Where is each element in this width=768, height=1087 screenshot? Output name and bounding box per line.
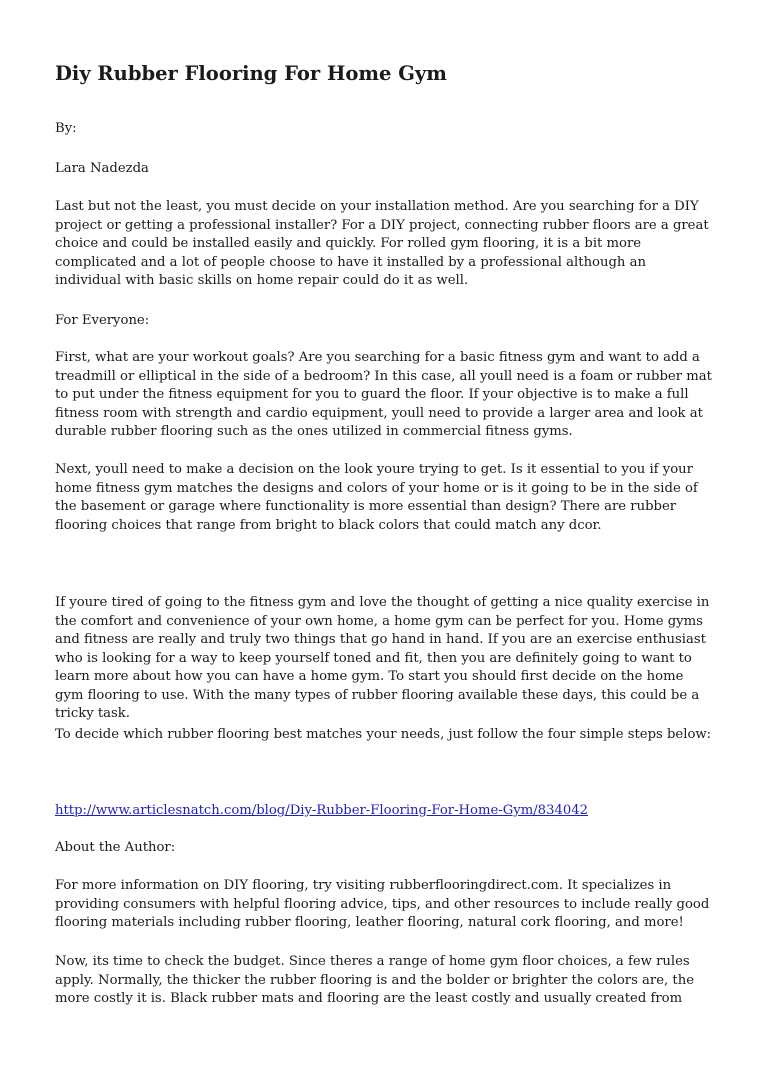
about-author-heading: About the Author: [55, 840, 176, 855]
by-label: By: [55, 121, 77, 136]
paragraph-workout-goals: First, what are your workout goals? Are you searching for a basic fitness gym and want to add a treadmill or elliptical in the side of a bedroom? In this case, all youll need is a foam or rubber mat to put under the fitness equipment for you to guard the floor. If your objective is to make a full fitness room with strength and cardio equipment, youll need to provide a larger area and look at durable rubber flooring such as the ones utilized in commercial fitness gyms. [55, 350, 712, 439]
author-name: Lara Nadezda [55, 161, 149, 176]
paragraph-budget: Now, its time to check the budget. Since theres a range of home gym floor choices, a few rules apply. Normally, the thicker the rubber flooring is and the bolder or brighter the colors are, the more costly it is. Black rubber mats and flooring are the least costly and usually created from [55, 954, 694, 1006]
paragraph-author-info: For more information on DIY flooring, try visiting rubberflooringdirect.com. It specializes in providing consumers with helpful flooring advice, tips, and other resources to include really good flooring materials including rubber flooring, leather flooring, natural cork flooring, and more! [55, 878, 710, 930]
for-everyone-heading: For Everyone: [55, 313, 150, 328]
paragraph-home-gym: If youre tired of going to the fitness gym and love the thought of getting a nice quality exercise in the comfort and convenience of your own home, a home gym can be perfect for you. Home gyms and fitness are really and truly two things that go hand in hand. If you are an exercise enthusiast who is looking for a way to keep yourself toned and fit, then you are definitely going to want to learn more about how you can have a home gym. To start you should first decide on the home gym flooring to use. With the many types of rubber flooring available these days, this could be a tricky task. [55, 595, 710, 721]
paragraph-steps: To decide which rubber flooring best matches your needs, just follow the four simple steps below: [55, 727, 712, 742]
paragraph-look: Next, youll need to make a decision on the look youre trying to get. Is it essential to you if your home fitness gym matches the designs and colors of your home or is it going to be in the side of the basement or garage where functionality is more essential than design? There are rubber flooring choices that range from bright to black colors that could match any dcor. [55, 462, 698, 533]
paragraph-installation: Last but not the least, you must decide on your installation method. Are you searching for a DIY project or getting a professional installer? For a DIY project, connecting rubber floors are a great choice and could be installed easily and quickly. For rolled gym flooring, it is a bit more complicated and a lot of people choose to have it installed by a professional although an individual with basic skills on home repair could do it as well. [55, 199, 709, 288]
source-link-line [55, 802, 715, 821]
document-title: Diy Rubber Flooring For Home Gym [55, 62, 447, 85]
source-link[interactable]: http://www.articlesnatch.com/blog/Diy-Rubber-Flooring-For-Home-Gym/834042 [55, 803, 589, 818]
